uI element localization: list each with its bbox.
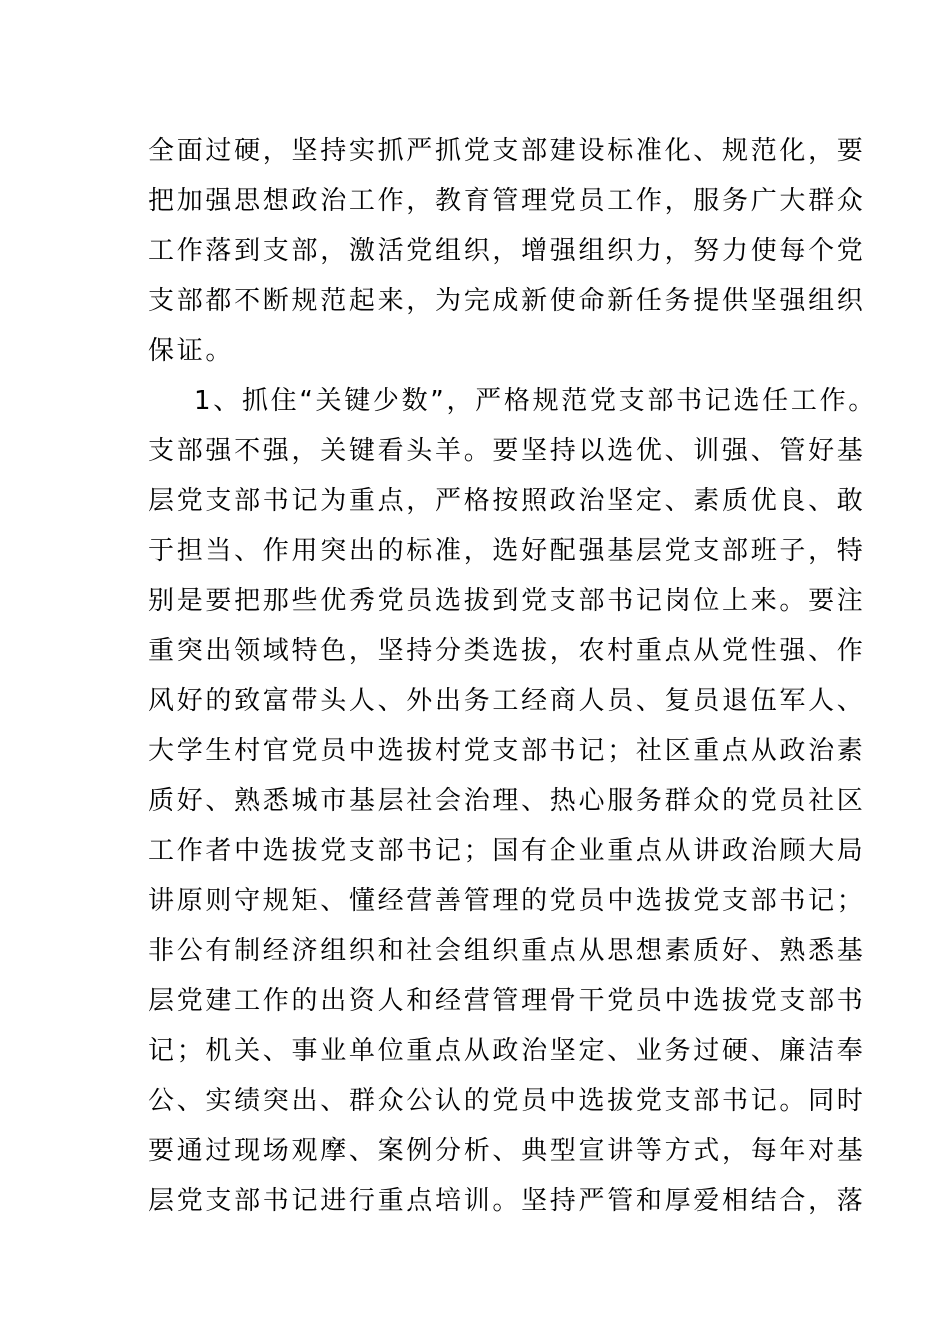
paragraph-line: 于担当、作用突出的标准，选好配强基层党支部班子，特 <box>148 536 866 566</box>
paragraph-line: 公、实绩突出、群众公认的党员中选拔党支部书记。同时 <box>148 1086 866 1116</box>
paragraph-line: 大学生村官党员中选拔村党支部书记；社区重点从政治素 <box>148 736 866 766</box>
paragraph-line: 层党支部书记进行重点培训。坚持严管和厚爱相结合，落 <box>148 1186 866 1216</box>
paragraph-line: 层党支部书记为重点，严格按照政治坚定、素质优良、敢 <box>148 486 866 516</box>
paragraph-line: 非公有制经济组织和社会组织重点从思想素质好、熟悉基 <box>148 936 866 966</box>
paragraph-line: 工作者中选拔党支部书记；国有企业重点从讲政治顾大局 <box>148 836 866 866</box>
paragraph-line: 别是要把那些优秀党员选拔到党支部书记岗位上来。要注 <box>148 586 866 616</box>
section-heading-line: 1、抓住“关键少数”，严格规范党支部书记选任工作。 <box>194 386 877 416</box>
paragraph-line: 风好的致富带头人、外出务工经商人员、复员退伍军人、 <box>148 686 866 716</box>
paragraph-line: 层党建工作的出资人和经营管理骨干党员中选拔党支部书 <box>148 986 866 1016</box>
paragraph-line: 支部都不断规范起来，为完成新使命新任务提供坚强组织 <box>148 286 866 316</box>
paragraph-line: 质好、熟悉城市基层社会治理、热心服务群众的党员社区 <box>148 786 866 816</box>
paragraph-line: 讲原则守规矩、懂经营善管理的党员中选拔党支部书记； <box>148 886 866 916</box>
paragraph-line: 重突出领域特色，坚持分类选拔，农村重点从党性强、作 <box>148 636 866 666</box>
paragraph-line: 支部强不强，关键看头羊。要坚持以选优、训强、管好基 <box>148 436 866 466</box>
paragraph-line: 全面过硬，坚持实抓严抓党支部建设标准化、规范化，要 <box>148 136 866 166</box>
paragraph-line: 记；机关、事业单位重点从政治坚定、业务过硬、廉洁奉 <box>148 1036 866 1066</box>
paragraph-line: 要通过现场观摩、案例分析、典型宣讲等方式，每年对基 <box>148 1136 866 1166</box>
paragraph-line: 保证。 <box>148 336 235 366</box>
paragraph-line: 工作落到支部，激活党组织，增强组织力，努力使每个党 <box>148 236 866 266</box>
paragraph-line: 把加强思想政治工作，教育管理党员工作，服务广大群众 <box>148 186 866 216</box>
